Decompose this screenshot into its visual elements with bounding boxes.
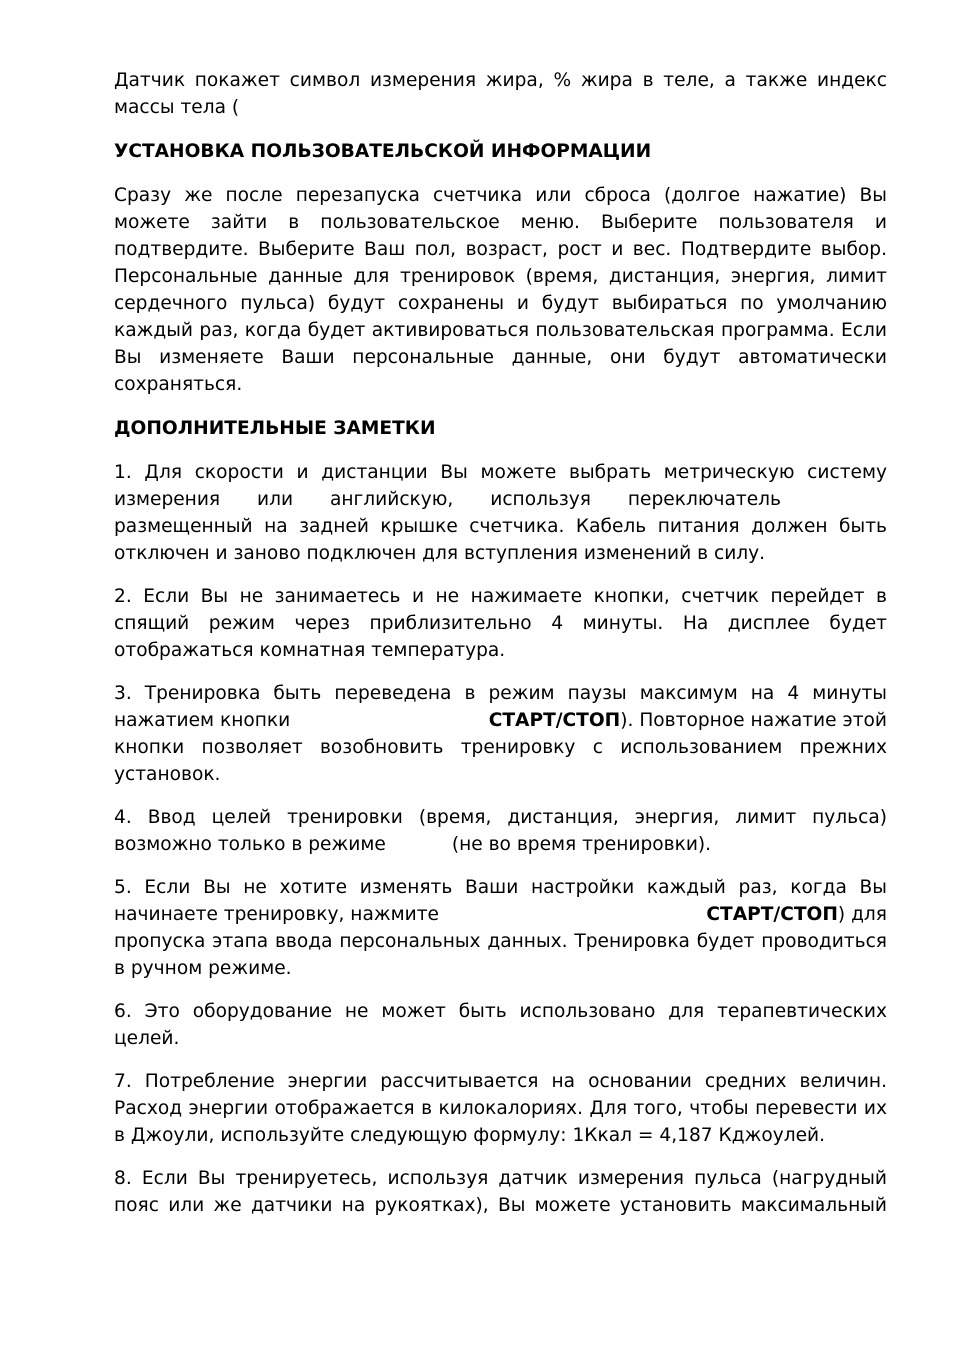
note-4-line-1: 4. Ввод целей тренировки (время, дистанция, энергия, лимит пульса) (114, 807, 887, 828)
note-5-line-1: 5. Если Вы не хотите изменять Ваши настройки каждый раз, когда Вы (114, 877, 887, 898)
note-2: 2. Если Вы не занимаетесь и не нажимаете кнопки, счетчик перейдет в спящий режим через приблизительно 4 минуты. На дисплее будет отображаться комнатная температура. (114, 586, 887, 661)
note-5 (114, 874, 887, 982)
note-7: 7. Потребление энергии рассчитывается на основании средних величин. Расход энергии отображается в килокалориях. Для того, чтобы перевести их в Джоули, используйте следующую формулу: 1Ккал = 4,187 Кджоулей. (114, 1071, 887, 1146)
note-1-line-1: 1. Для скорости и дистанции Вы можете выбрать метрическую систему (114, 462, 887, 483)
note-3-line-2-pre: нажатием кнопки (114, 710, 291, 731)
start-stop-label: СТАРТ/СТОП (706, 904, 838, 925)
additional-notes-heading: ДОПОЛНИТЕЛЬНЫЕ ЗАМЕТКИ (114, 418, 436, 439)
note-3-line-2-tail (489, 707, 887, 734)
note-5-line-2-post: ) для (837, 904, 887, 925)
note-5-line-2-tail (706, 901, 887, 928)
note-4-line-2-pre: возможно только в режиме (114, 834, 386, 855)
note-4-line-2-post: (не во время тренировки). (451, 834, 712, 855)
document-page (114, 67, 887, 1219)
note-3-rest: кнопки позволяет возобновить тренировку с использованием прежних установок. (114, 737, 887, 785)
note-1-rest: размещенный на задней крышке счетчика. Кабель питания должен быть отключен и заново подключен для вступления изменений в силу. (114, 516, 887, 564)
note-1-line-2: измерения или английскую, используя переключатель (114, 489, 781, 510)
note-4 (114, 804, 887, 858)
note-3 (114, 680, 887, 788)
user-info-heading: УСТАНОВКА ПОЛЬЗОВАТЕЛЬСКОЙ ИНФОРМАЦИИ (114, 141, 652, 162)
note-3-line-1: 3. Тренировка быть переведена в режим паузы максимум на 4 минуты (114, 683, 887, 704)
note-1 (114, 459, 887, 567)
note-5-rest: пропуска этапа ввода персональных данных. Тренировка будет проводиться в ручном режиме. (114, 931, 887, 979)
note-3-line-2 (114, 707, 887, 734)
intro-paragraph: Датчик покажет символ измерения жира, % жира в теле, а также индекс массы тела ( (114, 70, 887, 118)
note-4-line-2 (114, 831, 887, 858)
note-8: 8. Если Вы тренируетесь, используя датчик измерения пульса (нагрудный пояс или же датчики на рукоятках), Вы можете установить максимальный (114, 1168, 887, 1216)
note-5-line-2-pre: начинаете тренировку, нажмите (114, 904, 439, 925)
note-5-line-2 (114, 901, 887, 928)
user-info-paragraph: Сразу же после перезапуска счетчика или сброса (долгое нажатие) Вы можете зайти в пользовательское меню. Выберите пользователя и подтвердите. Выберите Ваш пол, возраст, рост и вес. Подтвердите выбор. Персональные данные для тренировок (время, дистанция, энергия, лимит сердечного пульса) будут сохранены и будут выбираться по умолчанию каждый раз, когда будет активироваться пользовательская программа. Если Вы изменяете Ваши персональные данные, они будут автоматически сохраняться. (114, 185, 887, 395)
note-3-line-2-post: ). Повторное нажатие этой (620, 710, 887, 731)
start-stop-label: СТАРТ/СТОП (488, 710, 621, 731)
note-6: 6. Это оборудование не может быть использовано для терапевтических целей. (114, 1001, 887, 1049)
